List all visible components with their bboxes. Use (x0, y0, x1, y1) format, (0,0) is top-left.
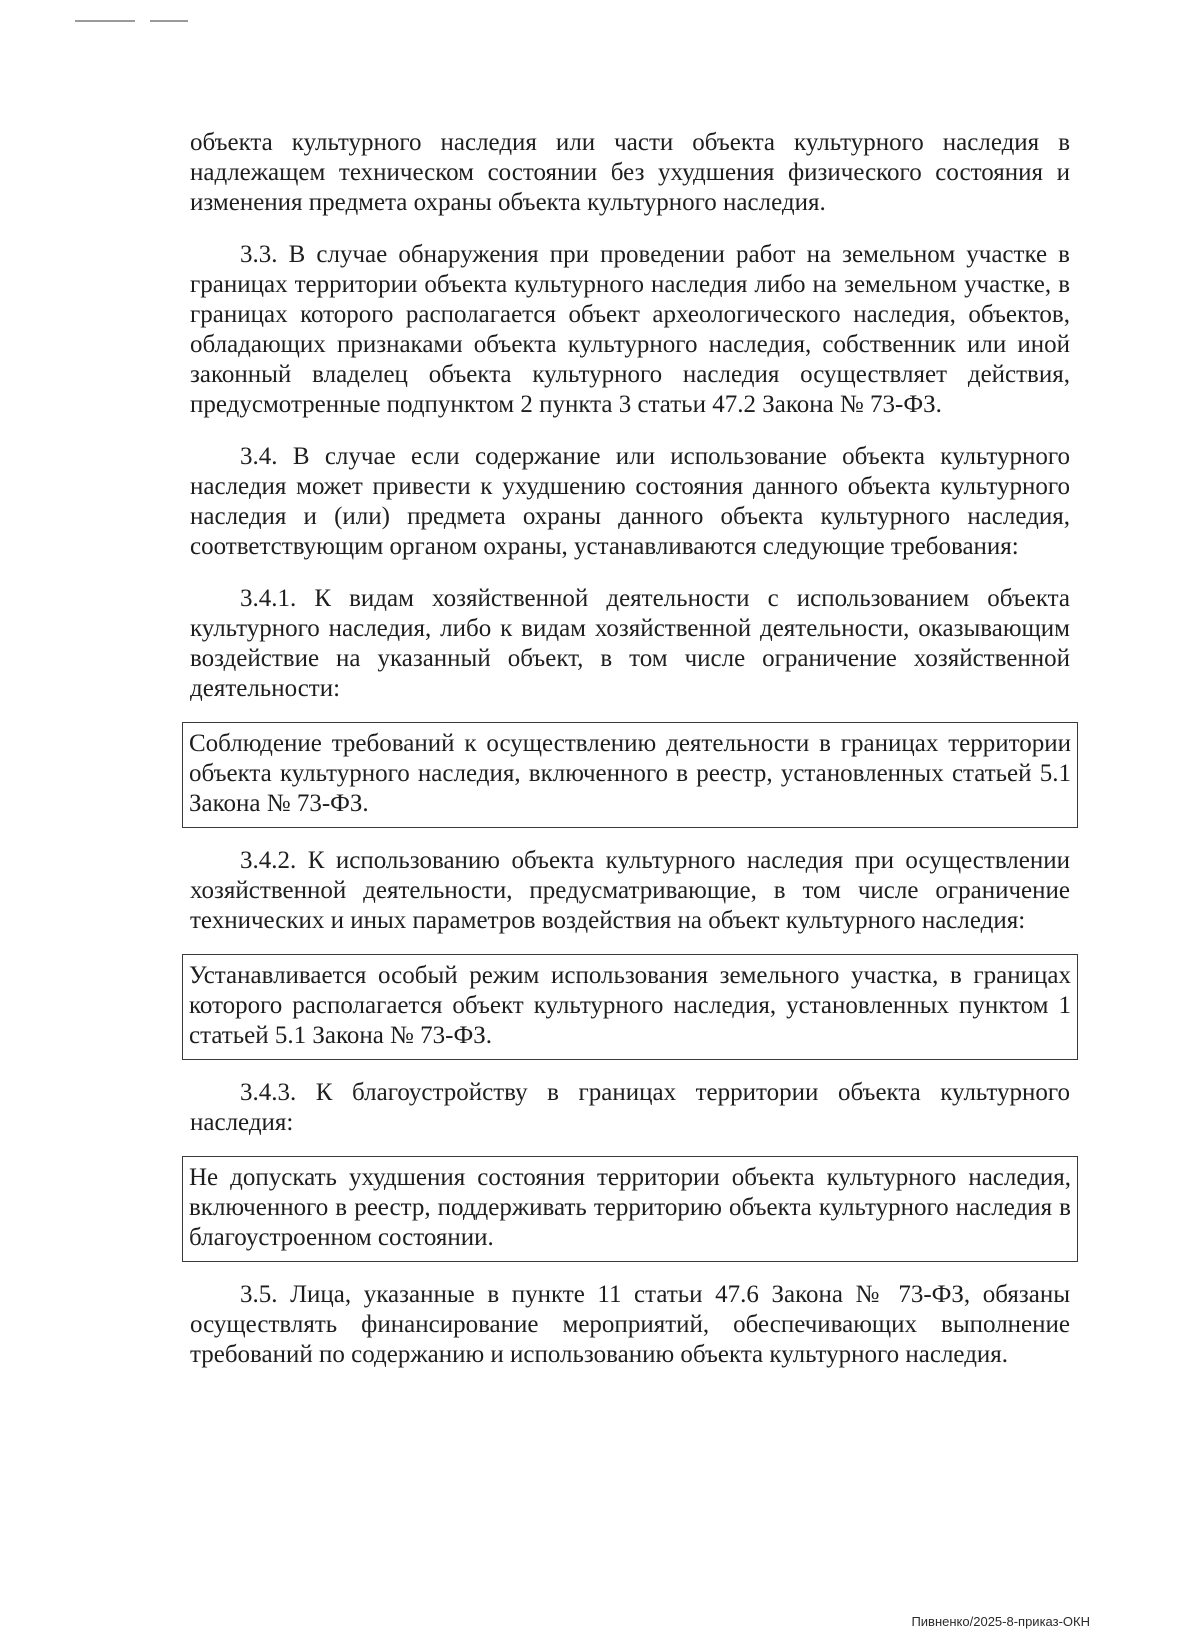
paragraph-3-4-2: 3.4.2. К использованию объекта культурного наследия при осуществлении хозяйственной деятельности, предусматривающие, в том числе ограничение технических и иных параметров воздействия на объект культурного наследия: (190, 847, 1070, 934)
paragraph-3-4: 3.4. В случае если содержание или использование объекта культурного наследия может привести к ухудшению состояния данного объекта культурного наследия и (или) предмета охраны данного объекта культурного наследия, соответствующим органом охраны, устанавливаются следующие требования: (190, 443, 1070, 560)
paragraph-3-4-3: 3.4.3. К благоустройству в границах территории объекта культурного наследия: (190, 1079, 1070, 1136)
paragraph-3-5: 3.5. Лица, указанные в пункте 11 статьи 47.6 Закона № 73-ФЗ, обязаны осуществлять финансирование мероприятий, обеспечивающих выполнение требований по содержанию и использованию объекта культурного наследия. (190, 1281, 1070, 1368)
requirement-box-3-4-2 (182, 954, 1078, 1060)
requirement-text-3-4-1: Соблюдение требований к осуществлению деятельности в границах территории объекта культурного наследия, включенного в реестр, установленных статьей 5.1 Закона № 73-ФЗ. (189, 730, 1071, 817)
document-code-footer: Пивненко/2025-8-приказ-ОКН (911, 1614, 1090, 1629)
paragraph-3-3: 3.3. В случае обнаружения при проведении работ на земельном участке в границах территории объекта культурного наследия либо на земельном участке, в границах которого располагается объект археологического наследия, объектов, обладающих признаками объекта культурного наследия, собственник или иной законный владелец объекта культурного наследия осуществляет действия, предусмотренные подпунктом 2 пункта 3 статьи 47.2 Закона № 73-ФЗ. (190, 241, 1070, 418)
paragraph-3-4-1: 3.4.1. К видам хозяйственной деятельности с использованием объекта культурного наследия, либо к видам хозяйственной деятельности, оказывающим воздействие на указанный объект, в том числе ограничение хозяйственной деятельности: (190, 585, 1070, 702)
document-page (190, 128, 1070, 1370)
requirement-text-3-4-3: Не допускать ухудшения состояния территории объекта культурного наследия, включенного в реестр, поддерживать территорию объекта культурного наследия в благоустроенном состоянии. (189, 1164, 1071, 1251)
requirement-text-3-4-2: Устанавливается особый режим использования земельного участка, в границах которого располагается объект культурного наследия, установленных пунктом 1 статьей 5.1 Закона № 73-ФЗ. (189, 962, 1071, 1049)
requirement-box-3-4-1 (182, 722, 1078, 828)
scan-artifact-line (150, 20, 188, 22)
requirement-box-3-4-3 (182, 1156, 1078, 1262)
scan-artifact-line (75, 20, 135, 22)
paragraph-continuation: объекта культурного наследия или части объекта культурного наследия в надлежащем техническом состоянии без ухудшения физического состояния и изменения предмета охраны объекта культурного наследия. (190, 129, 1070, 216)
